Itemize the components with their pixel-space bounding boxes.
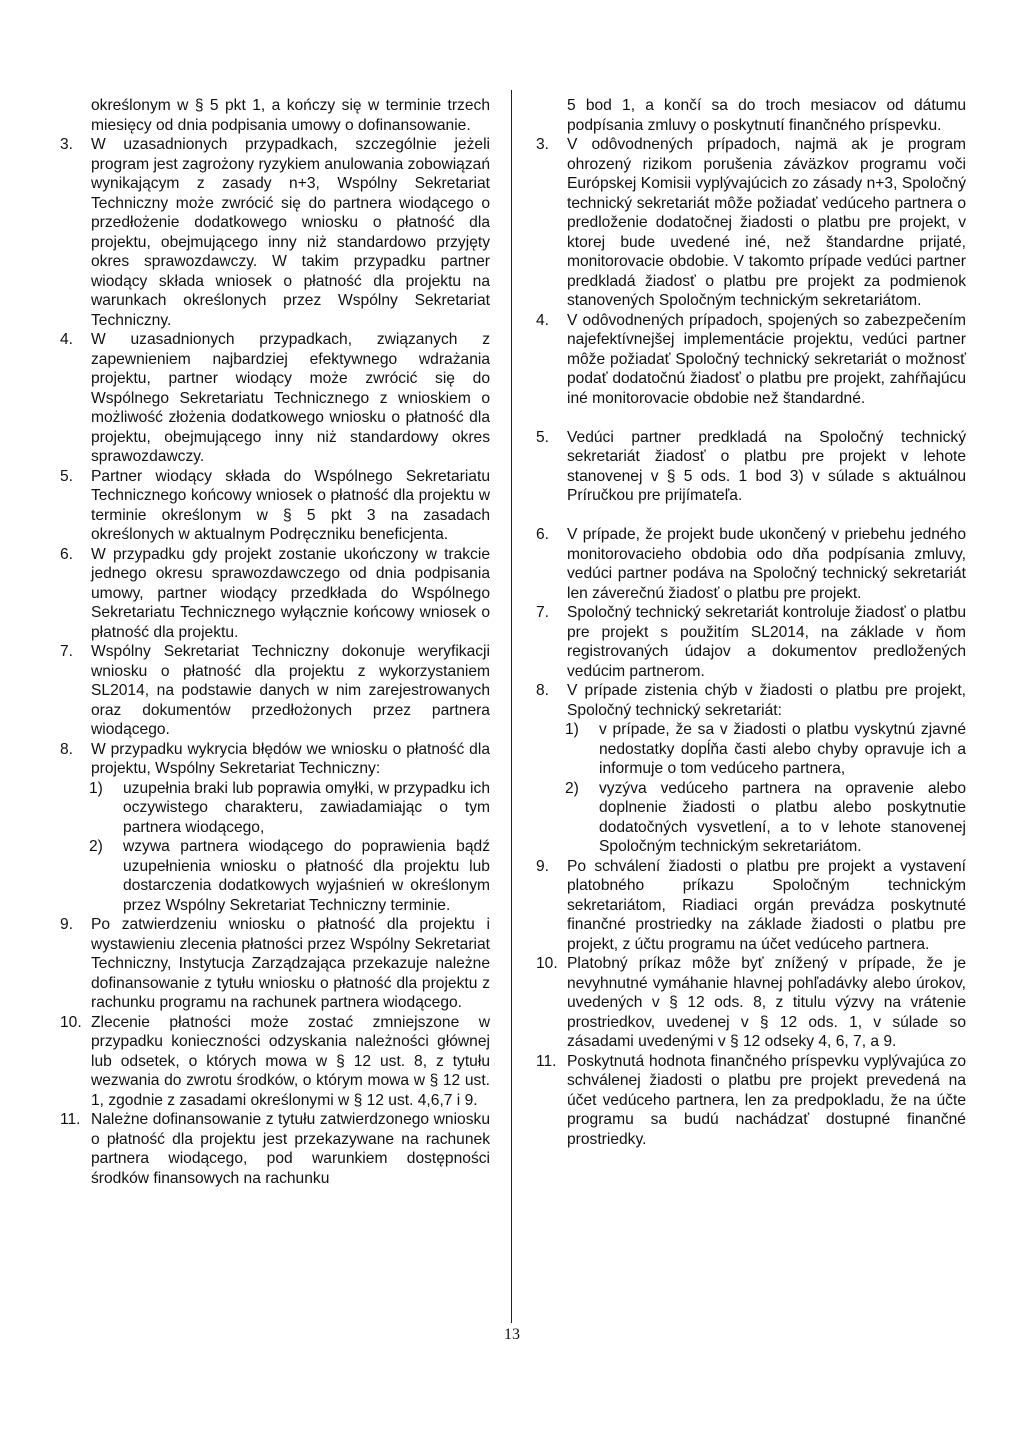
pl-subitem-2 xyxy=(89,837,490,915)
item-text: Zlecenie płatności może zostać zmniejszone w przypadku konieczności odzyskania należności głównej lub odsetek, o których mowa w § 12 ust. 8, z tytułu wezwania do zwrotu środków, o którym mowa w § 12 ust. 1, zgodnie z zasadami określonymi w § 12 ust. 4,6,7 i 9. xyxy=(91,1013,490,1109)
pl-item-5 xyxy=(60,467,490,545)
item-number: 8. xyxy=(536,682,550,699)
item-number: 6. xyxy=(60,545,74,563)
item-number: 9. xyxy=(536,857,550,875)
subitem-text: v prípade, že sa v žiadosti o platbu vyskytnú zjavné nedostatky dopĺňa časti alebo chyby opravuje ich a informuje o tom vedúceho partnera, xyxy=(599,721,966,777)
item-text: W uzasadnionych przypadkach, związanych z zapewnieniem najbardziej efektywnego wdrażania projektu, partner wiodący może zwrócić się do Wspólnego Sekretariatu Technicznego z wnioskiem o możliwość złożenia dodatkowego wniosku o płatność dla projektu, obejmującego inny niż standardowy okres sprawozdawczy. xyxy=(91,331,490,465)
item-text: Platobný príkaz môže byť znížený v prípade, že je nevyhnutné vymáhanie hlavnej pohľadávky alebo úrokov, uvedených v § 12 ods. 8, z titulu výzvy na vrátenie prostriedkov, uvedenej v § 12 ods. 1, v súlade so zásadami uvedenými v § 12 odseky 4, 6, 7, a 9. xyxy=(567,955,966,1050)
item-number: 6. xyxy=(536,526,550,543)
column-divider xyxy=(511,90,512,1323)
subitem-number: 2) xyxy=(89,838,103,855)
item-number: 10. xyxy=(536,955,558,972)
polish-column xyxy=(60,96,490,1188)
item-text: W przypadku wykrycia błędów we wniosku o płatność dla projektu, Wspólny Sekretariat Techniczny: xyxy=(91,740,490,777)
item-number: 4. xyxy=(60,331,74,348)
sk-item-7 xyxy=(536,603,966,681)
pl-item-9 xyxy=(60,915,490,1013)
subitem-number: 1) xyxy=(89,779,103,797)
subitem-number: 2) xyxy=(565,779,579,797)
item-text: W uzasadnionych przypadkach, szczególnie jeżeli program jest zagrożony ryzykiem anulowania zobowiązań wynikającym z zasady n+3, Wspólny Sekretariat Techniczny może zwrócić się do partnera wiodącego o przedłożenie dodatkowego wniosku o płatność dla projektu, obejmującego inny niż standardowo przyjęty okres sprawozdawczy. W takim przypadku partner wiodący składa wniosek o płatność dla projektu na warunkach określonych przez Wspólny Sekretariat Techniczny. xyxy=(91,136,490,329)
sk-intro: 5 bod 1, a končí sa do troch mesiacov od dátumu podpísania zmluvy o poskytnutí finančného príspevku. xyxy=(567,97,966,134)
item-number: 7. xyxy=(60,643,74,660)
item-text: Wspólny Sekretariat Techniczny dokonuje weryfikacji wniosku o płatność dla projektu z wykorzystaniem SL2014, na podstawie danych w nim zarejestrowanych oraz dokumentów przedłożonych przez partnera wiodącego. xyxy=(91,643,490,738)
subitem-text: vyzýva vedúceho partnera na opravenie alebo doplnenie žiadosti o platbu alebo poskytnutie dodatočných vysvetlení, a to v lehote stanovenej Spoločným technickým sekretariátom. xyxy=(599,779,966,855)
item-text: V odôvodnených prípadoch, spojených so zabezpečením najefektívnejšej implementácie projektu, vedúci partner môže požiadať Spoločný technický sekretariát o možnosť podať dodatočnú žiadosť o platbu pre projekt, zahŕňajúcu iné monitorovacie obdobie než štandardné. xyxy=(567,311,966,407)
pl-item-3 xyxy=(60,135,490,330)
item-text: Vedúci partner predkladá na Spoločný technický sekretariát žiadosť o platbu pre projekt v lehote stanovenej v § 5 ods. 1 bod 3) v súlade s aktuálnou Príručkou pre prijímateľa. xyxy=(567,428,966,504)
pl-item-8 xyxy=(60,740,490,779)
sk-item-11 xyxy=(536,1052,966,1150)
item-text: Partner wiodący składa do Wspólnego Sekretariatu Technicznego końcowy wniosek o płatność dla projektu w terminie określonym w § 5 pkt 3 na zasadach określonych w aktualnym Podręczniku beneficjenta. xyxy=(91,467,490,543)
item-number: 3. xyxy=(536,136,550,153)
sk-subitem-1 xyxy=(565,720,966,779)
sk-subitem-2 xyxy=(565,779,966,857)
item-text: Spoločný technický sekretariát kontroluje žiadosť o platbu pre projekt s použitím SL2014, na základe v ňom registrovaných údajov a dokumentov predložených vedúcim partnerom. xyxy=(567,604,966,680)
pl-item-6 xyxy=(60,545,490,643)
slovak-column xyxy=(536,96,966,1149)
item-number: 10. xyxy=(60,1013,82,1031)
item-number: 11. xyxy=(60,1111,81,1128)
item-text: Należne dofinansowanie z tytułu zatwierdzonego wniosku o płatność dla projektu jest przekazywane na rachunek partnera wiodącego, pod warunkiem dostępności środków finansowych na rachunku xyxy=(91,1111,490,1187)
item-text: Po schválení žiadosti o platbu pre projekt a vystavení platobného príkazu Spoločným technickým sekretariátom, Riadiaci orgán prevádza poskytnuté finančné prostriedky na základe žiadosti o platbu pre projekt, z účtu programu na účet vedúceho partnera. xyxy=(567,857,966,953)
item-number: 5. xyxy=(536,428,550,446)
sk-item-3 xyxy=(536,135,966,311)
item-number: 11. xyxy=(536,1052,557,1070)
item-number: 8. xyxy=(60,740,74,758)
pl-intro: określonym w § 5 pkt 1, a kończy się w terminie trzech miesięcy od dnia podpisania umowy o dofinansowanie. xyxy=(91,97,490,134)
item-number: 4. xyxy=(536,311,550,329)
sk-item-6 xyxy=(536,525,966,603)
sk-item-4 xyxy=(536,311,966,409)
item-text: W przypadku gdy projekt zostanie ukończony w trakcie jednego okresu sprawozdawczego od dnia podpisania umowy, partner wiodący przedkłada do Wspólnego Sekretariatu Technicznego wyłącznie końcowy wniosek o płatność dla projektu. xyxy=(91,545,490,641)
subitem-text: uzupełnia braki lub poprawia omyłki, w przypadku ich oczywistego charakteru, zawiadamiając o tym partnera wiodącego, xyxy=(123,779,490,836)
pl-item-7 xyxy=(60,642,490,740)
page-number: 13 xyxy=(504,1326,520,1343)
item-number: 5. xyxy=(60,467,74,485)
sk-item-8 xyxy=(536,681,966,720)
item-text: Po zatwierdzeniu wniosku o płatność dla projektu i wystawieniu zlecenia płatności przez Wspólny Sekretariat Techniczny, Instytucja Zarządzająca przekazuje należne dofinansowanie z tytułu wniosku o płatność dla projektu z rachunku programu na rachunek partnera wiodącego. xyxy=(91,916,490,1011)
sk-item-9 xyxy=(536,857,966,955)
item-number: 9. xyxy=(60,916,74,933)
item-number: 3. xyxy=(60,136,74,153)
item-text: Poskytnutá hodnota finančného príspevku vyplývajúca zo schválenej žiadosti o platbu pre projekt prevedená na účet vedúceho partnera, len za predpokladu, že na účte programu sa budú nachádzať dostupné finančné prostriedky. xyxy=(567,1052,966,1148)
item-number: 7. xyxy=(536,604,550,621)
item-text: V prípade, že projekt bude ukončený v priebehu jedného monitorovacieho obdobia odo dňa podpísania zmluvy, vedúci partner podáva na Spoločný technický sekretariát len záverečnú žiadosť o platbu pre projekt. xyxy=(567,526,966,602)
subitem-number: 1) xyxy=(565,721,579,738)
pl-subitem-1 xyxy=(89,779,490,838)
subitem-text: wzywa partnera wiodącego do poprawienia bądź uzupełnienia wniosku o płatność dla projektu lub dostarczenia dodatkowych wyjaśnień w określonym przez Wspólny Sekretariat Techniczny terminie. xyxy=(123,838,490,914)
sk-item-5 xyxy=(536,428,966,506)
sk-item-10 xyxy=(536,954,966,1052)
pl-item-10 xyxy=(60,1013,490,1111)
pl-item-11 xyxy=(60,1110,490,1188)
pl-item-4 xyxy=(60,330,490,467)
item-text: V prípade zistenia chýb v žiadosti o platbu pre projekt, Spoločný technický sekretariát: xyxy=(567,682,966,719)
item-text: V odôvodnených prípadoch, najmä ak je program ohrozený rizikom porušenia záväzkov programu voči Európskej Komisii vyplývajúcich zo zásady n+3, Spoločný technický sekretariát môže požiadať vedúceho partnera o predloženie dodatočnej žiadosti o platbu pre projekt, v ktorej bude uvedené iné, než štandardne prijaté, monitorovacie obdobie. V takomto prípade vedúci partner predkladá žiadosť o platbu pre projekt za podmienok stanovených Spoločným technickým sekretariátom. xyxy=(567,136,966,309)
